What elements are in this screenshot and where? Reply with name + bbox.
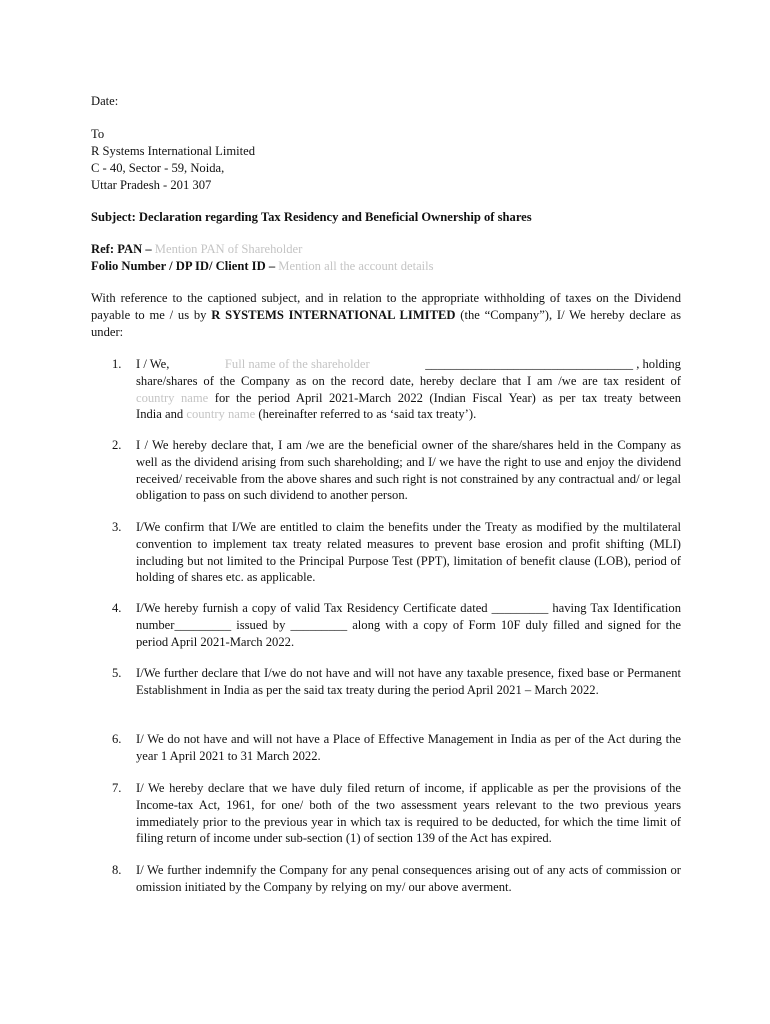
item-number: 6. <box>112 732 122 746</box>
item-number: 8. <box>112 863 122 877</box>
ref-folio-line <box>91 258 434 275</box>
item-1-line-4 <box>136 406 681 423</box>
country-placeholder-1: country name <box>136 390 209 405</box>
item-4-body: I/We hereby furnish a copy of valid Tax Residency Certificate dated _________ having Tax Identification number_________ issued by _________ along with a copy of Form 10F duly filled and signed for the period April 2021-March 2022. <box>136 601 681 649</box>
item-1-line-3-text: for the period April 2021-March 2022 (Indian Fiscal Year) as per tax treaty between <box>208 390 681 405</box>
item-1-body <box>136 356 681 423</box>
ref-pan-label: Ref: PAN – <box>91 242 152 256</box>
item-8-body: I/ We further indemnify the Company for any penal consequences arising out of any acts of commission or omission initiated by the Company by relying on my/ our above averment. <box>136 863 681 894</box>
date-label: Date: <box>91 94 119 108</box>
address-line-street: C - 40, Sector - 59, Noida, <box>91 161 225 175</box>
item-1-line-2: share/shares of the Company as on the record date, hereby declare that I am /we are tax resident of <box>136 373 681 388</box>
shareholder-name-placeholder: Full name of the shareholder <box>224 357 370 371</box>
folio-placeholder: Mention all the account details <box>278 259 434 273</box>
country-placeholder-2: country name <box>186 407 256 422</box>
item-1-lead: I / We, <box>136 357 170 371</box>
item-number: 4. <box>112 601 122 615</box>
item-1-line-3 <box>136 390 681 407</box>
item-1-line-4-suffix: (hereinafter referred to as ‘said tax treaty’). <box>255 407 477 422</box>
ref-pan-line <box>91 241 302 258</box>
item-5-body: I/We further declare that I/we do not have and will not have any taxable presence, fixed base or Permanent Establishment in India as per the said tax treaty during the period April 2021 – March 2022. <box>136 666 681 697</box>
item-1-line-1 <box>136 356 681 373</box>
item-3-body: I/We confirm that I/We are entitled to claim the benefits under the Treaty as modified by the multilateral convention to implement tax treaty related measures to prevent base erosion and profit shifting (MLI) including but not limited to the Principal Purpose Test (PPT), limitation of benefit clause (LOB), period of holding of shares etc. as applicable. <box>136 520 681 585</box>
item-7-body: I/ We hereby declare that we have duly filed return of income, if applicable as per the provisions of the Income-tax Act, 1961, for one/ both of the two assessment years relevant to the two previous years immediately prior to the previous year in which tax is required to be deducted, for which the time limit of filing return of income under sub-section (1) of section 139 of the Act has expired. <box>136 781 681 846</box>
item-number: 1. <box>112 357 122 371</box>
intro-paragraph <box>91 290 681 340</box>
address-line-state: Uttar Pradesh - 201 307 <box>91 178 212 192</box>
pan-placeholder: Mention PAN of Shareholder <box>154 242 303 256</box>
address-line-company: R Systems International Limited <box>91 144 256 158</box>
intro-text-after: (the “Company”), I/ We hereby declare as under: <box>91 307 681 339</box>
item-2-body: I / We hereby declare that, I am /we are the beneficial owner of the share/shares held in the Company as well as the dividend arising from such shareholding; and I/ we have the right to use and enjoy the dividend received/ receivable from the above shares and such right is not constrained by any contractual and/ or legal obligation to pass on such dividend to another person. <box>136 438 681 503</box>
item-number: 3. <box>112 520 122 534</box>
item-number: 5. <box>112 666 122 680</box>
folio-label: Folio Number / DP ID/ Client ID – <box>91 259 276 273</box>
item-1-blank: _________________________________ , holding <box>425 357 681 371</box>
intro-text-before: With reference to the captioned subject, and in relation to the appropriate withholding of taxes on the Dividend payable to me / us by <box>91 291 681 322</box>
item-number: 2. <box>112 438 122 452</box>
item-6-body: I/ We do not have and will not have a Place of Effective Management in India as per of the Act during the year 1 April 2021 to 31 March 2022. <box>136 732 681 763</box>
item-number: 7. <box>112 781 122 795</box>
item-1-line-4-prefix: India and <box>136 407 187 422</box>
company-name: R SYSTEMS INTERNATIONAL LIMITED <box>211 307 456 322</box>
to-label: To <box>91 127 105 141</box>
subject-line: Subject: Declaration regarding Tax Residency and Beneficial Ownership of shares <box>91 210 532 224</box>
